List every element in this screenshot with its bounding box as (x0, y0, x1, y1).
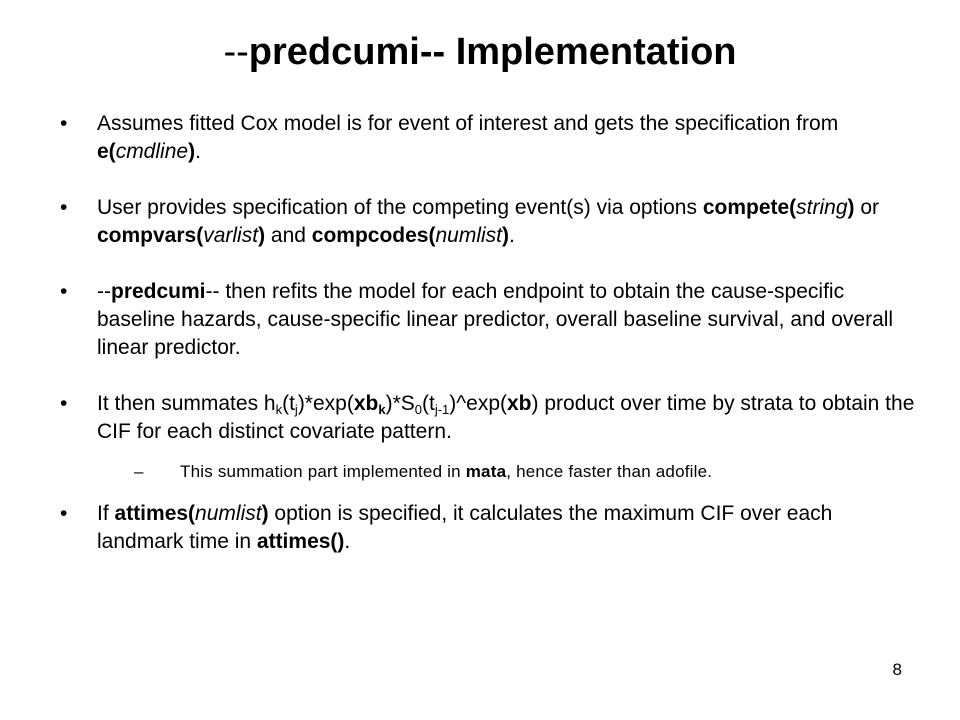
text-run: compete( (702, 196, 797, 219)
title-suffix: -- Implementation (419, 31, 737, 73)
text-run: )*exp( (297, 392, 354, 415)
bullet-marker: • (60, 392, 68, 415)
bullet-item (60, 110, 920, 166)
bullet-marker: • (60, 280, 68, 303)
text-run: 0 (414, 402, 423, 417)
text-run: mata (465, 462, 507, 481)
text-run: -- then refits the model for each endpoint to obtain the cause-specific baseline hazards, cause-specific linear predictor, overall baseline survival, and overall linear predictor. (97, 280, 894, 359)
bullet-item (60, 194, 920, 250)
text-run: . (344, 530, 351, 553)
bullet-marker: • (60, 196, 68, 219)
text-run: j-1 (434, 402, 450, 417)
text-run: ) (502, 224, 510, 247)
text-run: varlist (203, 224, 259, 247)
bullet-list (60, 110, 920, 556)
text-run: e( (97, 140, 116, 163)
text-run: attimes( (114, 502, 196, 525)
text-run: This summation part implemented in (180, 462, 466, 481)
page-number: 8 (892, 660, 902, 679)
text-run: k (378, 402, 386, 417)
text-run: predcumi (111, 280, 206, 303)
text-run: compcodes( (311, 224, 436, 247)
text-run: )^exp( (449, 392, 507, 415)
text-run: cmdline (115, 140, 189, 163)
bullet-item (60, 500, 920, 556)
text-run: compvars( (97, 224, 204, 247)
text-run: ) (258, 224, 266, 247)
title-command: predcumi (248, 31, 420, 73)
sub-bullet-text (180, 462, 712, 481)
text-run: If (97, 502, 115, 525)
text-run: numlist (195, 502, 262, 525)
bullet-text (97, 196, 879, 247)
text-run: , hence faster than adofile. (506, 462, 713, 481)
text-run: (t (422, 392, 435, 415)
bullet-item (60, 390, 920, 484)
bullet-marker: • (60, 112, 68, 135)
bullet-text (97, 280, 893, 359)
bullet-text (97, 392, 914, 443)
slide-title (0, 28, 960, 76)
text-run: )*S (385, 392, 415, 415)
text-run: or (854, 196, 880, 219)
text-run: string (796, 196, 848, 219)
text-run: ) (847, 196, 855, 219)
text-run: attimes() (256, 530, 345, 553)
sub-bullet-item (134, 460, 920, 484)
text-run: option is specified, it calculates the maximum CIF over each landmark time in (97, 502, 833, 553)
text-run: ) (188, 140, 196, 163)
text-run: Assumes fitted Cox model is for event of interest and gets the specification from (97, 112, 839, 135)
text-run: j (294, 402, 298, 417)
text-run: (t (282, 392, 295, 415)
text-run: ) (261, 502, 269, 525)
bullet-item (60, 278, 920, 362)
text-run: xb (507, 392, 532, 415)
text-run: and (265, 224, 312, 247)
text-run: k (275, 402, 283, 417)
text-run: . (195, 140, 201, 163)
text-run: xb (353, 392, 379, 415)
sub-bullet-marker: – (134, 462, 144, 481)
bullet-text (97, 112, 838, 163)
text-run: ) product over time by strata to obtain the CIF for each distinct covariate pattern. (97, 392, 915, 443)
title-prefix: -- (223, 31, 249, 73)
text-run: User provides specification of the competing event(s) via options (97, 196, 703, 219)
text-run: numlist (435, 224, 503, 247)
bullet-marker: • (60, 502, 68, 525)
bullet-text (97, 502, 832, 553)
text-run: -- (97, 280, 111, 303)
text-run: It then summates h (97, 392, 276, 415)
text-run: . (509, 224, 515, 247)
